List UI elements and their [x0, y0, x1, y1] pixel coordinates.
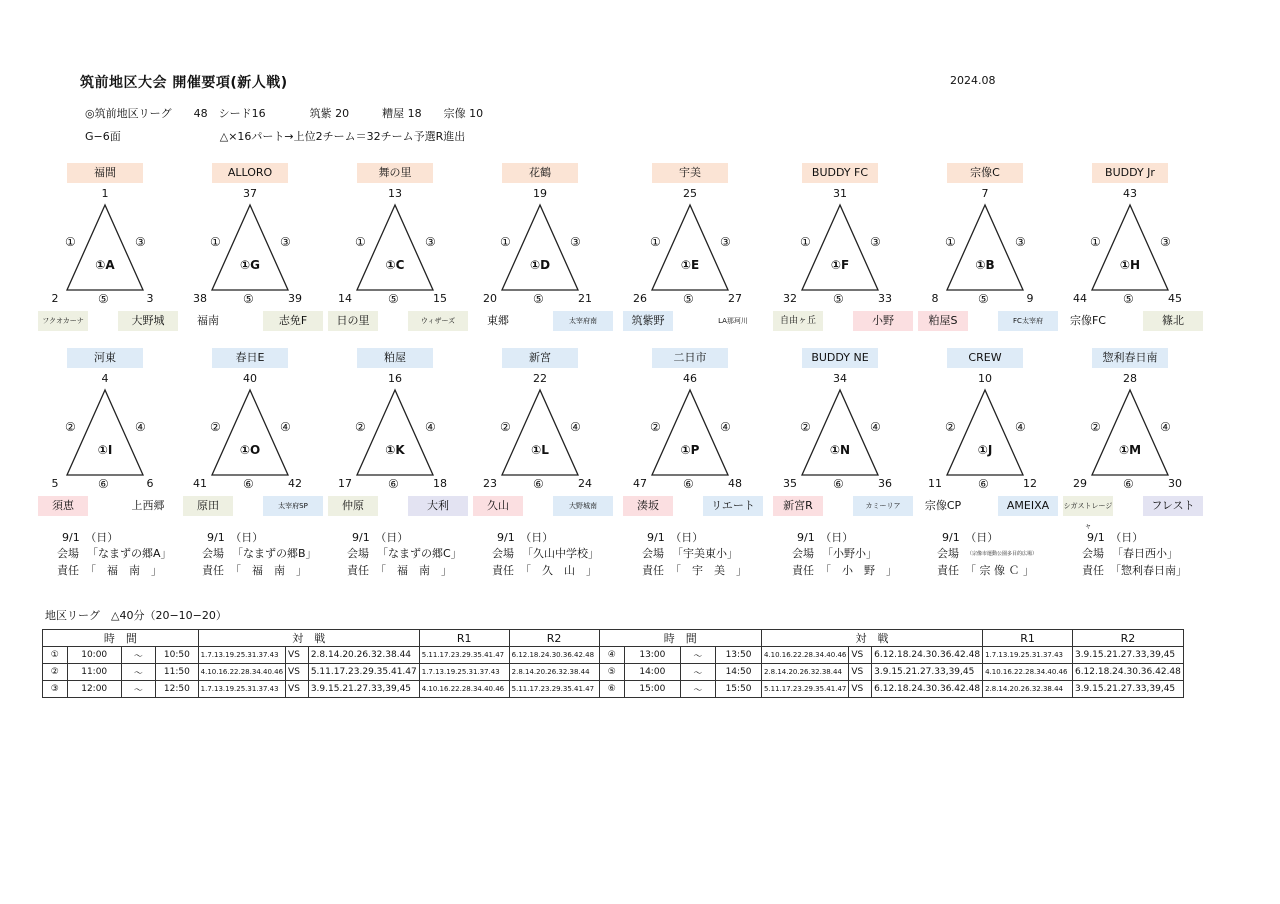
- referee-r1: 5.11.17.23.29.35.41.47: [419, 647, 509, 664]
- team-set-a: 4.10.16.22.28.34.40.46: [198, 664, 285, 681]
- schedule-date: 9/1 （日）: [62, 531, 119, 544]
- table-header-row: [43, 630, 1184, 647]
- schedule-date: 9/1 （日）: [497, 531, 554, 544]
- left-seed-number: 20: [483, 292, 497, 305]
- team-right: 大利: [408, 496, 468, 516]
- responsible-team: 「 宗 像 Ｃ 」: [965, 564, 1034, 577]
- team-left: 自由ヶ丘: [773, 311, 823, 331]
- team-set-a: 1.7.13.19.25.31.37.43: [198, 647, 285, 664]
- right-seed-number: 21: [578, 292, 592, 305]
- table-row: [43, 681, 1184, 698]
- start-time: 11:00: [67, 664, 121, 681]
- top-seed-number: 13: [388, 187, 402, 200]
- team-set-b: 2.8.14.20.26.32.38.44: [308, 647, 419, 664]
- match-slot-number: ②: [43, 664, 68, 681]
- schedule-date: 9/1 （日）: [942, 531, 999, 544]
- group-label: ①M: [1118, 443, 1142, 457]
- match-number-left: ②: [650, 420, 661, 434]
- match-slot-number-2: ④: [599, 647, 624, 664]
- team-right: リエート: [703, 496, 763, 516]
- league-summary: ◎筑前地区リーグ 48 シード16 筑紫 20 糟屋 18 宗像 10: [85, 107, 484, 120]
- match-number-left: ①: [210, 235, 221, 249]
- right-seed-number: 6: [146, 477, 154, 490]
- team-right: 上西郷: [131, 499, 165, 512]
- host-label: 二日市: [652, 348, 728, 368]
- match-number-right: ④: [720, 420, 731, 434]
- schedule-date: 9/1 （日）: [647, 531, 704, 544]
- responsible-label: 責任: [57, 564, 79, 577]
- group-label: ①I: [97, 443, 113, 457]
- vs-label-2: VS: [849, 664, 872, 681]
- schedule-date: 9/1 （日）: [1087, 531, 1144, 544]
- referee-r2-2: 3.9.15.21.27.33,39,45: [1072, 681, 1183, 698]
- group-label: ①D: [529, 258, 551, 272]
- schedule-date: 9/1 （日）: [207, 531, 264, 544]
- team-left: 筑紫野: [623, 311, 673, 331]
- team-set-a-2: 2.8.14.20.26.32.38.44: [761, 664, 848, 681]
- top-seed-number: 4: [101, 372, 109, 385]
- host-label: 花鶴: [502, 163, 578, 183]
- triangle-outline: [502, 390, 578, 475]
- referee-r2-2: 3.9.15.21.27.33,39,45: [1072, 647, 1183, 664]
- team-left: 福南: [197, 314, 219, 327]
- left-seed-number: 8: [931, 292, 939, 305]
- left-seed-number: 26: [633, 292, 647, 305]
- venue-name: 「なまずの郷A」: [87, 547, 172, 560]
- team-right: 篠北: [1143, 311, 1203, 331]
- top-seed-number: 22: [533, 372, 547, 385]
- match-number-right: ④: [135, 420, 146, 434]
- group-label: ①B: [975, 258, 995, 272]
- header-time: 時 間: [43, 630, 199, 647]
- top-seed-number: 37: [243, 187, 257, 200]
- referee-r1-2: 1.7.13.19.25.31.37.43: [983, 647, 1073, 664]
- match-number-left: ②: [945, 420, 956, 434]
- match-number-left: ①: [1090, 235, 1101, 249]
- match-number-right: ③: [870, 235, 881, 249]
- team-set-b: 5.11.17.23.29.35.41.47: [308, 664, 419, 681]
- top-seed-number: 1: [101, 187, 109, 200]
- left-seed-number: 38: [193, 292, 207, 305]
- venue-name: 「宇美東小」: [672, 547, 738, 560]
- group-label: ①H: [1119, 258, 1141, 272]
- vs-label: VS: [286, 647, 309, 664]
- start-time: 10:00: [67, 647, 121, 664]
- team-right: 大野城: [118, 311, 178, 331]
- group-label: ①O: [239, 443, 261, 457]
- referee-r1: 4.10.16.22.28.34.40.46: [419, 681, 509, 698]
- referee-r2: 5.11.17.23.29.35.41.47: [509, 681, 599, 698]
- format-summary: G−6面 △×16パート→上位2チーム＝32チーム予選R進出: [85, 130, 466, 143]
- responsible-team: 「 福 南 」: [230, 564, 307, 577]
- team-right: ウィザーズ: [408, 311, 468, 331]
- top-seed-number: 46: [683, 372, 697, 385]
- team-set-b-2: 6.12.18.24.30.36.42.48: [872, 647, 983, 664]
- team-set-b: 3.9.15.21.27.33,39,45: [308, 681, 419, 698]
- team-set-a-2: 4.10.16.22.28.34.40.46: [761, 647, 848, 664]
- left-seed-number: 44: [1073, 292, 1087, 305]
- referee-r2-2: 6.12.18.24.30.36.42.48: [1072, 664, 1183, 681]
- team-left: フクオカーナ: [38, 311, 88, 331]
- end-time: 10:50: [156, 647, 199, 664]
- match-number-right: ④: [1160, 420, 1171, 434]
- team-left: 粕屋S: [918, 311, 968, 331]
- responsible-label: 責任: [937, 564, 959, 577]
- header-r2-2: R2: [1072, 630, 1183, 647]
- match-number-right: ③: [280, 235, 291, 249]
- match-number-left: ②: [65, 420, 76, 434]
- responsible-label: 責任: [642, 564, 664, 577]
- team-left: 須恵: [38, 496, 88, 516]
- triangle-outline: [652, 205, 728, 290]
- venue-name: （宗像市運動公園多目的広場）: [967, 551, 1038, 557]
- top-seed-number: 7: [981, 187, 989, 200]
- match-number-bottom: ⑤: [683, 292, 694, 306]
- team-right: フレスト: [1143, 496, 1203, 516]
- vs-label-2: VS: [849, 681, 872, 698]
- responsible-label: 責任: [492, 564, 514, 577]
- team-left: 湊坂: [623, 496, 673, 516]
- match-number-right: ④: [1015, 420, 1026, 434]
- match-number-right: ③: [720, 235, 731, 249]
- left-seed-number: 14: [338, 292, 352, 305]
- triangle-outline: [652, 390, 728, 475]
- time-separator-2: 〜: [680, 664, 715, 681]
- match-number-right: ④: [570, 420, 581, 434]
- match-number-bottom: ⑤: [98, 292, 109, 306]
- match-number-left: ②: [500, 420, 511, 434]
- responsible-label: 責任: [792, 564, 814, 577]
- left-seed-number: 29: [1073, 477, 1087, 490]
- match-number-left: ②: [800, 420, 811, 434]
- end-time-2: 15:50: [716, 681, 762, 698]
- left-seed-number: 41: [193, 477, 207, 490]
- match-number-bottom: ⑥: [1123, 477, 1134, 491]
- team-right: FC太宰府: [998, 311, 1058, 331]
- venue-label: 会場: [1082, 547, 1104, 560]
- table-row: [43, 647, 1184, 664]
- referee-r1: 1.7.13.19.25.31.37.43: [419, 664, 509, 681]
- triangle-outline: [802, 205, 878, 290]
- match-number-right: ③: [135, 235, 146, 249]
- responsible-team: 「惣利春日南」: [1110, 564, 1187, 577]
- triangle-outline: [212, 390, 288, 475]
- responsible-team: 「 福 南 」: [375, 564, 452, 577]
- match-slot-number: ③: [43, 681, 68, 698]
- right-seed-number: 48: [728, 477, 742, 490]
- group-label: ①N: [829, 443, 851, 457]
- match-number-right: ③: [1015, 235, 1026, 249]
- match-number-bottom: ⑤: [388, 292, 399, 306]
- left-seed-number: 5: [51, 477, 59, 490]
- venue-label: 会場: [492, 547, 514, 560]
- header-time-2: 時 間: [599, 630, 761, 647]
- match-number-bottom: ⑥: [243, 477, 254, 491]
- match-number-bottom: ⑥: [978, 477, 989, 491]
- team-right: 大野城南: [553, 496, 613, 516]
- team-right: 太宰府SP: [263, 496, 323, 516]
- top-seed-number: 19: [533, 187, 547, 200]
- league-title: 地区リーグ △40分（20−10−20）: [45, 609, 227, 622]
- venue-name: 「久山中学校」: [522, 547, 599, 560]
- group-label: ①L: [531, 443, 549, 457]
- team-right: 太宰府南: [553, 311, 613, 331]
- match-number-right: ④: [870, 420, 881, 434]
- end-time: 12:50: [156, 681, 199, 698]
- team-right: カミーリア: [853, 496, 913, 516]
- team-right: 志免F: [263, 311, 323, 331]
- team-left: 東郷: [487, 314, 509, 327]
- right-seed-number: 15: [433, 292, 447, 305]
- venue-name: 「春日西小」: [1112, 547, 1178, 560]
- team-left: 宗像FC: [1069, 314, 1106, 327]
- header-match-2: 対 戦: [761, 630, 982, 647]
- match-number-bottom: ⑥: [388, 477, 399, 491]
- top-seed-number: 16: [388, 372, 402, 385]
- page-title: 筑前地区大会 開催要項(新人戦): [80, 75, 288, 91]
- left-seed-number: 47: [633, 477, 647, 490]
- team-set-b-2: 6.12.18.24.30.36.42.48: [872, 681, 983, 698]
- right-seed-number: 36: [878, 477, 892, 490]
- responsible-team: 「 久 山 」: [520, 564, 597, 577]
- responsible-team: 「 宇 美 」: [670, 564, 747, 577]
- match-number-bottom: ⑤: [533, 292, 544, 306]
- top-seed-number: 10: [978, 372, 992, 385]
- top-seed-number: 34: [833, 372, 847, 385]
- schedule-date: 9/1 （日）: [352, 531, 409, 544]
- left-seed-number: 23: [483, 477, 497, 490]
- match-number-right: ③: [425, 235, 436, 249]
- venue-name: 「なまずの郷B」: [232, 547, 317, 560]
- match-number-left: ①: [650, 235, 661, 249]
- venue-label: 会場: [57, 547, 79, 560]
- top-seed-number: 43: [1123, 187, 1137, 200]
- team-left: シガストレージャ: [1063, 496, 1113, 516]
- end-time-2: 14:50: [716, 664, 762, 681]
- top-seed-number: 40: [243, 372, 257, 385]
- match-number-bottom: ⑤: [978, 292, 989, 306]
- host-label: 舞の里: [357, 163, 433, 183]
- right-seed-number: 30: [1168, 477, 1182, 490]
- time-separator: 〜: [121, 647, 155, 664]
- host-label: 宗像C: [947, 163, 1023, 183]
- host-label: 宇美: [652, 163, 728, 183]
- team-right: LA那珂川: [718, 317, 748, 325]
- right-seed-number: 27: [728, 292, 742, 305]
- end-time-2: 13:50: [716, 647, 762, 664]
- vs-label: VS: [286, 664, 309, 681]
- right-seed-number: 9: [1026, 292, 1034, 305]
- schedule-date: 9/1 （日）: [797, 531, 854, 544]
- group-label: ①G: [239, 258, 260, 272]
- match-number-bottom: ⑤: [1123, 292, 1134, 306]
- match-number-bottom: ⑤: [833, 292, 844, 306]
- triangle-outline: [357, 205, 433, 290]
- header-r1-2: R1: [983, 630, 1073, 647]
- time-separator-2: 〜: [680, 647, 715, 664]
- triangle-outline: [67, 390, 143, 475]
- document-date: 2024.08: [950, 74, 996, 87]
- triangle-outline: [212, 205, 288, 290]
- referee-r2: 2.8.14.20.26.32.38.44: [509, 664, 599, 681]
- left-seed-number: 2: [51, 292, 59, 305]
- start-time-2: 13:00: [624, 647, 680, 664]
- match-number-right: ④: [280, 420, 291, 434]
- match-number-bottom: ⑤: [243, 292, 254, 306]
- start-time: 12:00: [67, 681, 121, 698]
- group-label: ①K: [385, 443, 405, 457]
- match-number-left: ①: [500, 235, 511, 249]
- venue-label: 会場: [642, 547, 664, 560]
- right-seed-number: 24: [578, 477, 592, 490]
- group-label: ①A: [95, 258, 115, 272]
- group-label: ①F: [830, 258, 850, 272]
- venue-label: 会場: [202, 547, 224, 560]
- group-label: ①P: [680, 443, 700, 457]
- match-number-bottom: ⑥: [533, 477, 544, 491]
- time-separator-2: 〜: [680, 681, 715, 698]
- match-number-left: ①: [65, 235, 76, 249]
- match-number-left: ①: [355, 235, 366, 249]
- team-left: 新宮R: [773, 496, 823, 516]
- team-left: 原田: [183, 496, 233, 516]
- match-number-left: ①: [800, 235, 811, 249]
- left-seed-number: 17: [338, 477, 352, 490]
- match-number-left: ①: [945, 235, 956, 249]
- host-label: 新宮: [502, 348, 578, 368]
- end-time: 11:50: [156, 664, 199, 681]
- triangle-outline: [357, 390, 433, 475]
- match-slot-number-2: ⑥: [599, 681, 624, 698]
- host-label: 春日E: [212, 348, 288, 368]
- triangle-outline: [1092, 205, 1168, 290]
- triangle-outline: [802, 390, 878, 475]
- team-set-b-2: 3.9.15.21.27.33,39,45: [872, 664, 983, 681]
- top-seed-number: 28: [1123, 372, 1137, 385]
- top-seed-number: 31: [833, 187, 847, 200]
- host-label: 福間: [67, 163, 143, 183]
- right-seed-number: 33: [878, 292, 892, 305]
- triangle-outline: [947, 390, 1023, 475]
- left-seed-number: 32: [783, 292, 797, 305]
- match-number-right: ③: [570, 235, 581, 249]
- match-number-bottom: ⑥: [683, 477, 694, 491]
- header-r1: R1: [419, 630, 509, 647]
- team-left: 久山: [473, 496, 523, 516]
- team-left: 日の里: [328, 311, 378, 331]
- vs-label: VS: [286, 681, 309, 698]
- venue-label: 会場: [937, 547, 959, 560]
- triangle-outline: [67, 205, 143, 290]
- team-set-a-2: 5.11.17.23.29.35.41.47: [761, 681, 848, 698]
- team-left: 宗像CP: [924, 499, 962, 512]
- table-row: [43, 664, 1184, 681]
- start-time-2: 14:00: [624, 664, 680, 681]
- referee-r1-2: 4.10.16.22.28.34.40.46: [983, 664, 1073, 681]
- left-seed-number: 11: [928, 477, 942, 490]
- match-number-left: ②: [210, 420, 221, 434]
- venue-label: 会場: [792, 547, 814, 560]
- referee-r1-2: 2.8.14.20.26.32.38.44: [983, 681, 1073, 698]
- left-seed-number: 35: [783, 477, 797, 490]
- right-seed-number: 45: [1168, 292, 1182, 305]
- match-number-left: ②: [1090, 420, 1101, 434]
- time-separator: 〜: [121, 664, 155, 681]
- right-seed-number: 18: [433, 477, 447, 490]
- responsible-team: 「 福 南 」: [85, 564, 162, 577]
- right-seed-number: 39: [288, 292, 302, 305]
- triangle-outline: [502, 205, 578, 290]
- venue-name: 「なまずの郷C」: [377, 547, 462, 560]
- host-label: BUDDY FC: [802, 163, 878, 183]
- right-seed-number: 42: [288, 477, 302, 490]
- header-r2: R2: [509, 630, 599, 647]
- team-set-a: 1.7.13.19.25.31.37.43: [198, 681, 285, 698]
- team-right: AMEIXA: [998, 496, 1058, 516]
- group-label: ①J: [977, 443, 993, 457]
- referee-r2: 6.12.18.24.30.36.42.48: [509, 647, 599, 664]
- team-right: 小野: [853, 311, 913, 331]
- match-schedule-table: [42, 629, 1184, 698]
- host-label: BUDDY Jr: [1092, 163, 1168, 183]
- vs-label-2: VS: [849, 647, 872, 664]
- start-time-2: 15:00: [624, 681, 680, 698]
- match-slot-number-2: ⑤: [599, 664, 624, 681]
- header-match: 対 戦: [198, 630, 419, 647]
- match-slot-number: ①: [43, 647, 68, 664]
- right-seed-number: 12: [1023, 477, 1037, 490]
- top-seed-number: 25: [683, 187, 697, 200]
- responsible-team: 「 小 野 」: [820, 564, 897, 577]
- match-number-bottom: ⑥: [98, 477, 109, 491]
- host-label: 粕屋: [357, 348, 433, 368]
- group-label: ①C: [385, 258, 405, 272]
- host-label: CREW: [947, 348, 1023, 368]
- match-number-right: ③: [1160, 235, 1171, 249]
- venue-label: 会場: [347, 547, 369, 560]
- group-label: ①E: [680, 258, 700, 272]
- venue-name: 「小野小」: [822, 547, 877, 560]
- match-number-left: ②: [355, 420, 366, 434]
- triangle-outline: [1092, 390, 1168, 475]
- right-seed-number: 3: [146, 292, 154, 305]
- time-separator: 〜: [121, 681, 155, 698]
- triangle-outline: [947, 205, 1023, 290]
- host-label: ALLORO: [212, 163, 288, 183]
- match-number-right: ④: [425, 420, 436, 434]
- host-label: BUDDY NE: [802, 348, 878, 368]
- match-number-bottom: ⑥: [833, 477, 844, 491]
- responsible-label: 責任: [347, 564, 369, 577]
- host-label: 河東: [67, 348, 143, 368]
- responsible-label: 責任: [1082, 564, 1104, 577]
- responsible-label: 責任: [202, 564, 224, 577]
- host-label: 惣利春日南: [1092, 348, 1168, 368]
- team-left: 仲原: [328, 496, 378, 516]
